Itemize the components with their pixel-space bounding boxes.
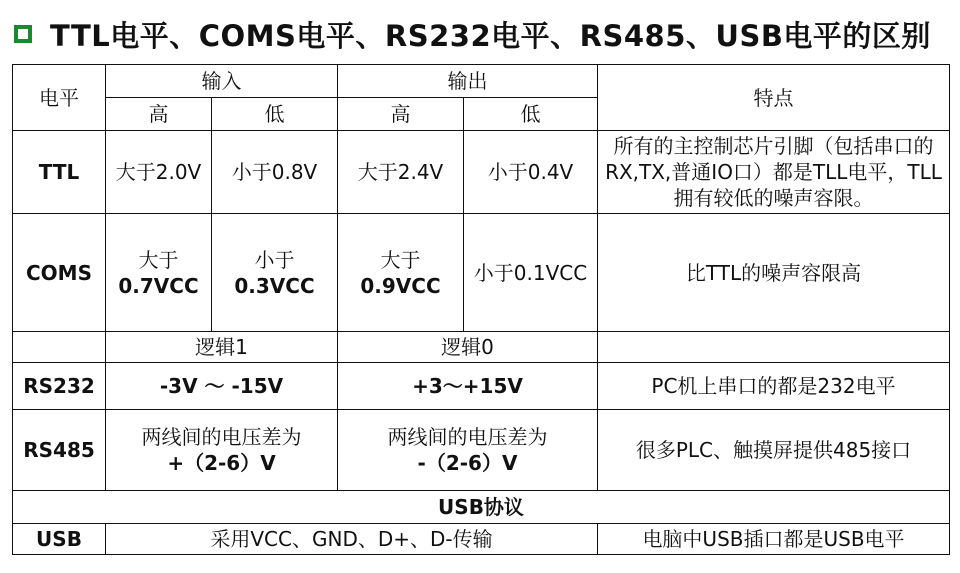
row-label-rs485: RS485 [13, 410, 106, 491]
table-row-rs232 [13, 363, 950, 410]
ttl-output-low: 小于0.4V [464, 131, 598, 214]
rs485-logic1 [106, 410, 338, 491]
coms-input-low-line2: 0.3VCC [234, 273, 315, 298]
header-feature: 特点 [598, 65, 950, 131]
table-row-ttl [13, 131, 950, 214]
coms-input-high-line2: 0.7VCC [118, 273, 199, 298]
subheader-output-low: 低 [464, 98, 598, 131]
coms-input-high [106, 214, 212, 332]
ttl-input-low: 小于0.8V [212, 131, 338, 214]
table-row-logic [13, 332, 950, 363]
row-label-ttl: TTL [13, 131, 106, 214]
slide-title-row [14, 12, 931, 56]
usb-description: 采用VCC、GND、D+、D-传输 [106, 524, 598, 555]
comparison-table [12, 64, 950, 555]
rs485-logic0-line2: -（2-6）V [417, 451, 518, 475]
rs485-feature: 很多PLC、触摸屏提供485接口 [598, 410, 950, 491]
logic1-header: 逻辑1 [106, 332, 338, 363]
rs232-feature: PC机上串口的都是232电平 [598, 363, 950, 410]
coms-output-low: 小于0.1VCC [464, 214, 598, 332]
table-row-usb-protocol [13, 491, 950, 524]
logic-blank-feature [598, 332, 950, 363]
coms-output-high-line2: 0.9VCC [360, 273, 441, 298]
subheader-input-low: 低 [212, 98, 338, 131]
header-output: 输出 [338, 65, 598, 98]
rs485-logic0-line1: 两线间的电压差为 [387, 425, 548, 449]
rs485-logic1-line2: +（2-6）V [167, 451, 276, 475]
subheader-input-high: 高 [106, 98, 212, 131]
coms-input-low [212, 214, 338, 332]
ttl-input-high: 大于2.0V [106, 131, 212, 214]
ttl-output-high: 大于2.4V [338, 131, 464, 214]
row-label-usb: USB [13, 524, 106, 555]
row-label-rs232: RS232 [13, 363, 106, 410]
rs232-logic1: -3V ～ -15V [106, 363, 338, 410]
logic-blank-label [13, 332, 106, 363]
row-label-coms: COMS [13, 214, 106, 332]
rs232-logic0: +3～+15V [338, 363, 598, 410]
ttl-feature: 所有的主控制芯片引脚（包括串口的RX,TX,普通IO口）都是TLL电平，TLL拥有较低的噪声容限。 [598, 131, 950, 214]
table-row-coms [13, 214, 950, 332]
header-level: 电平 [13, 65, 106, 131]
coms-input-high-line1: 大于 [138, 247, 179, 272]
coms-input-low-line1: 小于 [254, 247, 295, 272]
rs485-logic1-line1: 两线间的电压差为 [141, 425, 302, 449]
subheader-output-high: 高 [338, 98, 464, 131]
header-row [13, 65, 950, 98]
usb-protocol-header: USB协议 [13, 491, 950, 524]
slide-title: TTL电平、COMS电平、RS232电平、RS485、USB电平的区别 [50, 18, 931, 53]
coms-output-high-line1: 大于 [380, 247, 421, 272]
coms-output-high [338, 214, 464, 332]
logic0-header: 逻辑0 [338, 332, 598, 363]
table-row-rs485 [13, 410, 950, 491]
rs485-logic0 [338, 410, 598, 491]
usb-feature: 电脑中USB插口都是USB电平 [598, 524, 950, 555]
table-row-usb [13, 524, 950, 555]
square-bullet-icon [14, 25, 32, 43]
header-input: 输入 [106, 65, 338, 98]
coms-feature: 比TTL的噪声容限高 [598, 214, 950, 332]
